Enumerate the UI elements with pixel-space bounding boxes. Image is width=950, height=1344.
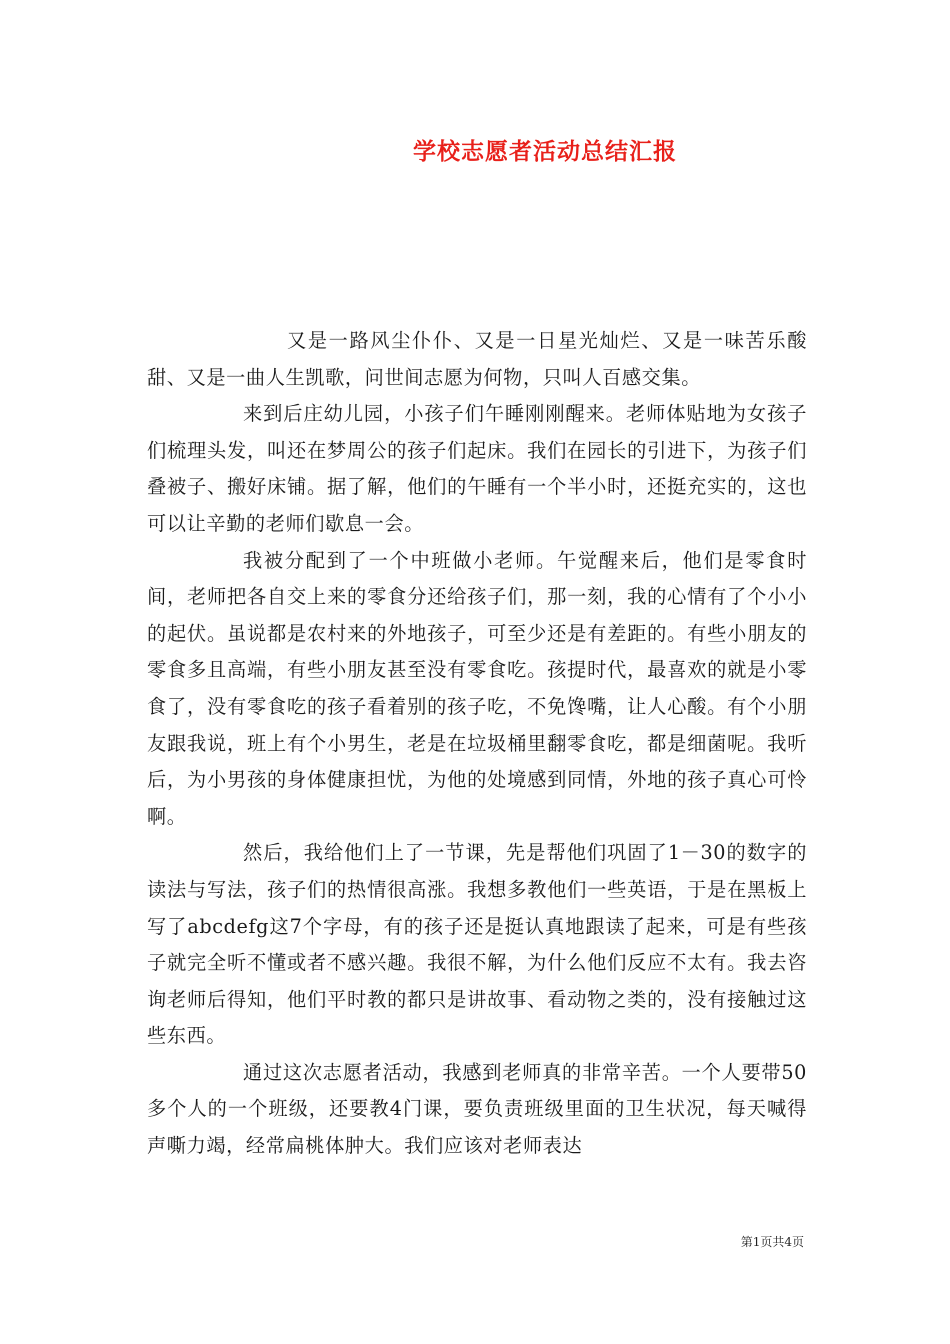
paragraph-4: 然后，我给他们上了一节课，先是帮他们巩固了1－30的数字的读法与写法，孩子们的热情很高涨。我想多教他们一些英语，于是在黑板上写了abcdefg这7个字母，有的孩子还是挺认真地跟读了起来，可是有些孩子就完全听不懂或者不感兴趣。我很不解，为什么他们反应不太有。我去咨询老师后得知，他们平时教的都只是讲故事、看动物之类的，没有接触过这些东西。 <box>147 841 807 1048</box>
document-body <box>147 323 807 1165</box>
document-title: 学校志愿者活动总结汇报 <box>413 138 677 165</box>
page-footer: 第1页共4页 <box>740 1235 804 1249</box>
paragraph-2: 来到后庄幼儿园，小孩子们午睡刚刚醒来。老师体贴地为女孩子们梳理头发，叫还在梦周公的孩子们起床。我们在园长的引进下，为孩子们叠被子、搬好床铺。据了解，他们的午睡有一个半小时，还挺充实的，这也可以让辛勤的老师们歇息一会。 <box>147 402 807 535</box>
paragraph-3: 我被分配到了一个中班做小老师。午觉醒来后，他们是零食时间，老师把各自交上来的零食分还给孩子们，那一刻，我的心情有了个小小的起伏。虽说都是农村来的外地孩子，可至少还是有差距的。有些小朋友的零食多且高端，有些小朋友甚至没有零食吃。孩提时代，最喜欢的就是小零食了，没有零食吃的孩子看着别的孩子吃，不免馋嘴，让人心酸。有个小朋友跟我说，班上有个小男生，老是在垃圾桶里翻零食吃，都是细菌呢。我听后，为小男孩的身体健康担忧，为他的处境感到同情，外地的孩子真心可怜啊。 <box>147 548 807 828</box>
paragraph-1: 又是一路风尘仆仆、又是一日星光灿烂、又是一味苦乐酸甜、又是一曲人生凯歌，问世间志愿为何物，只叫人百感交集。 <box>147 329 807 389</box>
paragraph-5: 通过这次志愿者活动，我感到老师真的非常辛苦。一个人要带50多个人的一个班级，还要教4门课，要负责班级里面的卫生状况，每天喊得声嘶力竭，经常扁桃体肿大。我们应该对老师表达 <box>147 1060 807 1158</box>
